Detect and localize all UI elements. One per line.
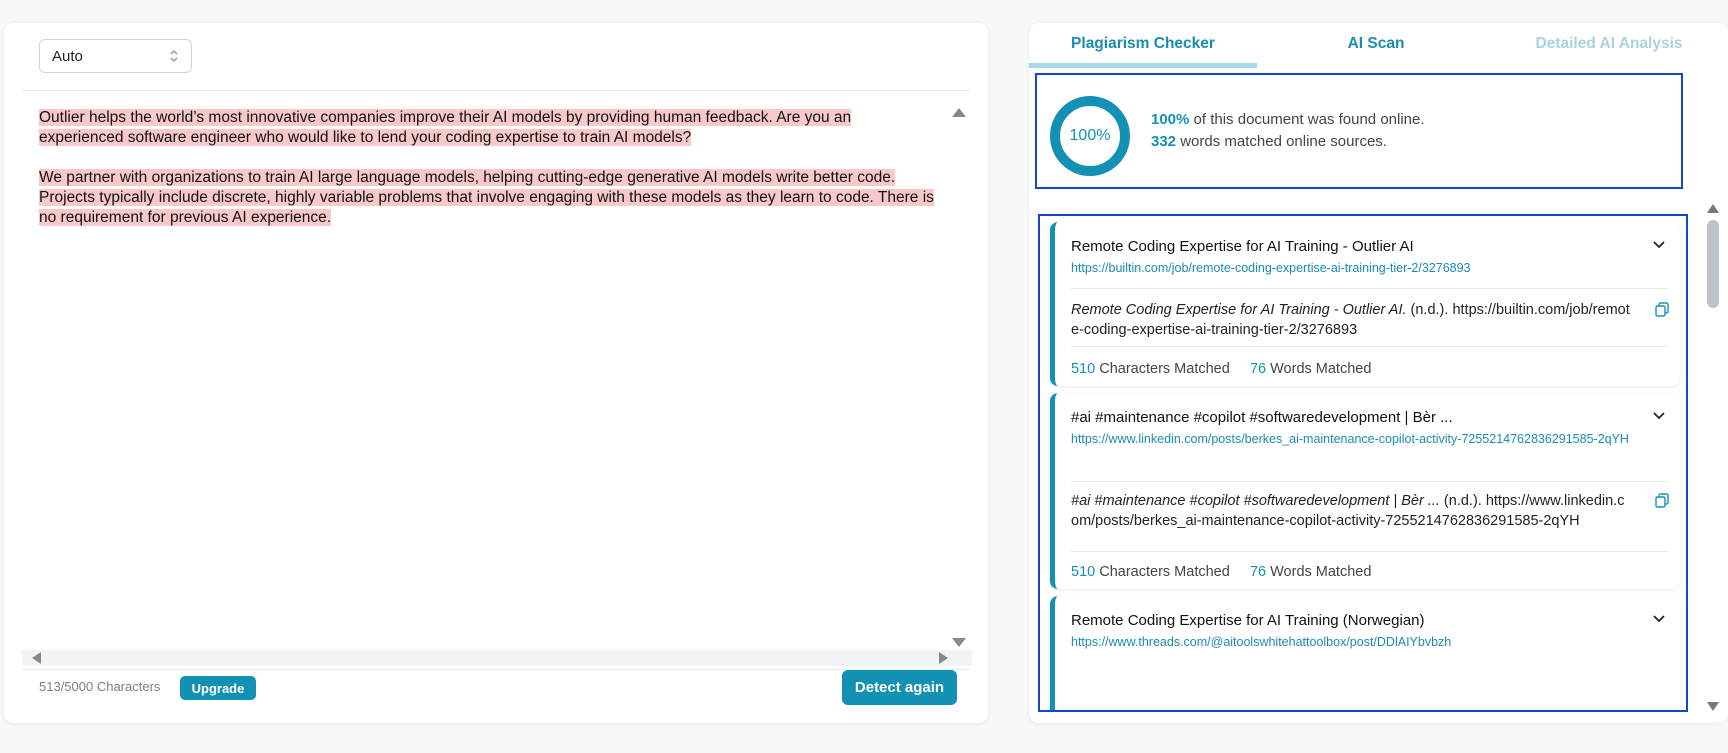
- summary-words-matched: 332 words matched online sources.: [1151, 133, 1387, 150]
- upgrade-button[interactable]: Upgrade: [180, 676, 256, 700]
- language-select[interactable]: [39, 39, 192, 73]
- editor-bottom-divider: [22, 669, 970, 670]
- result-stats: 510 Characters Matched 76 Words Matched: [1071, 564, 1372, 580]
- result-title: Remote Coding Expertise for AI Training - Outlier AI: [1071, 238, 1414, 255]
- editor-panel: [4, 23, 988, 723]
- tab-ai-scan[interactable]: AI Scan: [1347, 35, 1405, 52]
- horizontal-scrollbar[interactable]: [22, 650, 972, 666]
- result-card[interactable]: [1050, 222, 1680, 386]
- result-citation: Remote Coding Expertise for AI Training - Outlier AI. (n.d.). https://builtin.com/job/remote-coding-expertise-ai-training-tier-2/3276893: [1071, 302, 1630, 338]
- copy-icon[interactable]: [1654, 302, 1670, 318]
- scroll-down-arrow-icon[interactable]: [952, 638, 966, 647]
- tab-plagiarism-checker[interactable]: Plagiarism Checker: [1071, 35, 1215, 52]
- result-stats: 510 Characters Matched 76 Words Matched: [1071, 361, 1372, 377]
- card-divider: [1071, 481, 1668, 482]
- updown-chevron-icon: [169, 49, 179, 63]
- card-divider: [1071, 551, 1668, 552]
- copy-icon[interactable]: [1654, 493, 1670, 509]
- card-divider: [1071, 346, 1668, 347]
- chevron-down-icon[interactable]: [1650, 235, 1668, 253]
- text-input-area[interactable]: [22, 98, 972, 658]
- result-citation: #ai #maintenance #copilot #softwaredevelopment | Bèr ... (n.d.). https://www.linkedin.com/posts/berkes_ai-maintenance-copilot-activity-7255214762836291585-2qYH: [1071, 493, 1625, 529]
- character-count: 513/5000 Characters: [39, 679, 161, 694]
- tab-detailed-ai-analysis[interactable]: Detailed AI Analysis: [1535, 35, 1683, 52]
- percentage-ring-label: 100%: [1069, 127, 1111, 144]
- highlighted-paragraph-1: Outlier helps the world’s most innovative companies improve their AI models by providing human feedback. Are you an experienced software engineer who would like to lend your coding expertise to train AI models?: [39, 109, 852, 146]
- result-card[interactable]: [1050, 393, 1680, 589]
- scroll-up-arrow-icon[interactable]: [952, 108, 966, 117]
- result-title: #ai #maintenance #copilot #softwaredevelopment | Bèr ...: [1071, 409, 1453, 426]
- results-scrollbar[interactable]: [1704, 204, 1722, 714]
- scroll-down-arrow-icon[interactable]: [1707, 702, 1719, 711]
- result-url[interactable]: https://www.threads.com/@aitoolswhitehattoolbox/post/DDlAIYbvbzh: [1071, 635, 1452, 649]
- scroll-right-arrow-icon[interactable]: [939, 652, 948, 664]
- active-tab-indicator: [1029, 63, 1257, 68]
- scrollbar-thumb[interactable]: [1707, 220, 1719, 308]
- language-select-value: Auto: [52, 47, 83, 65]
- detect-again-button[interactable]: Detect again: [842, 670, 957, 705]
- highlighted-paragraph-2: We partner with organizations to train AI large language models, helping cutting-edge generative AI models write better code. Projects typically include discrete, highly variable problems that involve engaging with these models as they learn to code. There is no requirement for previous AI experience.: [39, 169, 934, 226]
- scroll-up-arrow-icon[interactable]: [1707, 204, 1719, 213]
- tab-bar: [1029, 23, 1728, 67]
- text-content[interactable]: [39, 108, 939, 248]
- result-title: Remote Coding Expertise for AI Training (Norwegian): [1071, 612, 1425, 629]
- results-panel: [1029, 23, 1728, 723]
- summary-found-online: 100% of this document was found online.: [1151, 111, 1425, 128]
- plagiarism-summary: [1035, 73, 1683, 189]
- result-card[interactable]: [1050, 596, 1680, 712]
- card-divider: [1071, 288, 1668, 289]
- scroll-left-arrow-icon[interactable]: [32, 652, 41, 664]
- result-url[interactable]: https://www.linkedin.com/posts/berkes_ai-maintenance-copilot-activity-7255214762836291585-2qYH: [1071, 432, 1629, 446]
- result-url[interactable]: https://builtin.com/job/remote-coding-expertise-ai-training-tier-2/3276893: [1071, 261, 1471, 275]
- chevron-down-icon[interactable]: [1650, 406, 1668, 424]
- results-list: [1038, 214, 1688, 712]
- chevron-down-icon[interactable]: [1650, 609, 1668, 627]
- editor-top-divider: [22, 90, 970, 91]
